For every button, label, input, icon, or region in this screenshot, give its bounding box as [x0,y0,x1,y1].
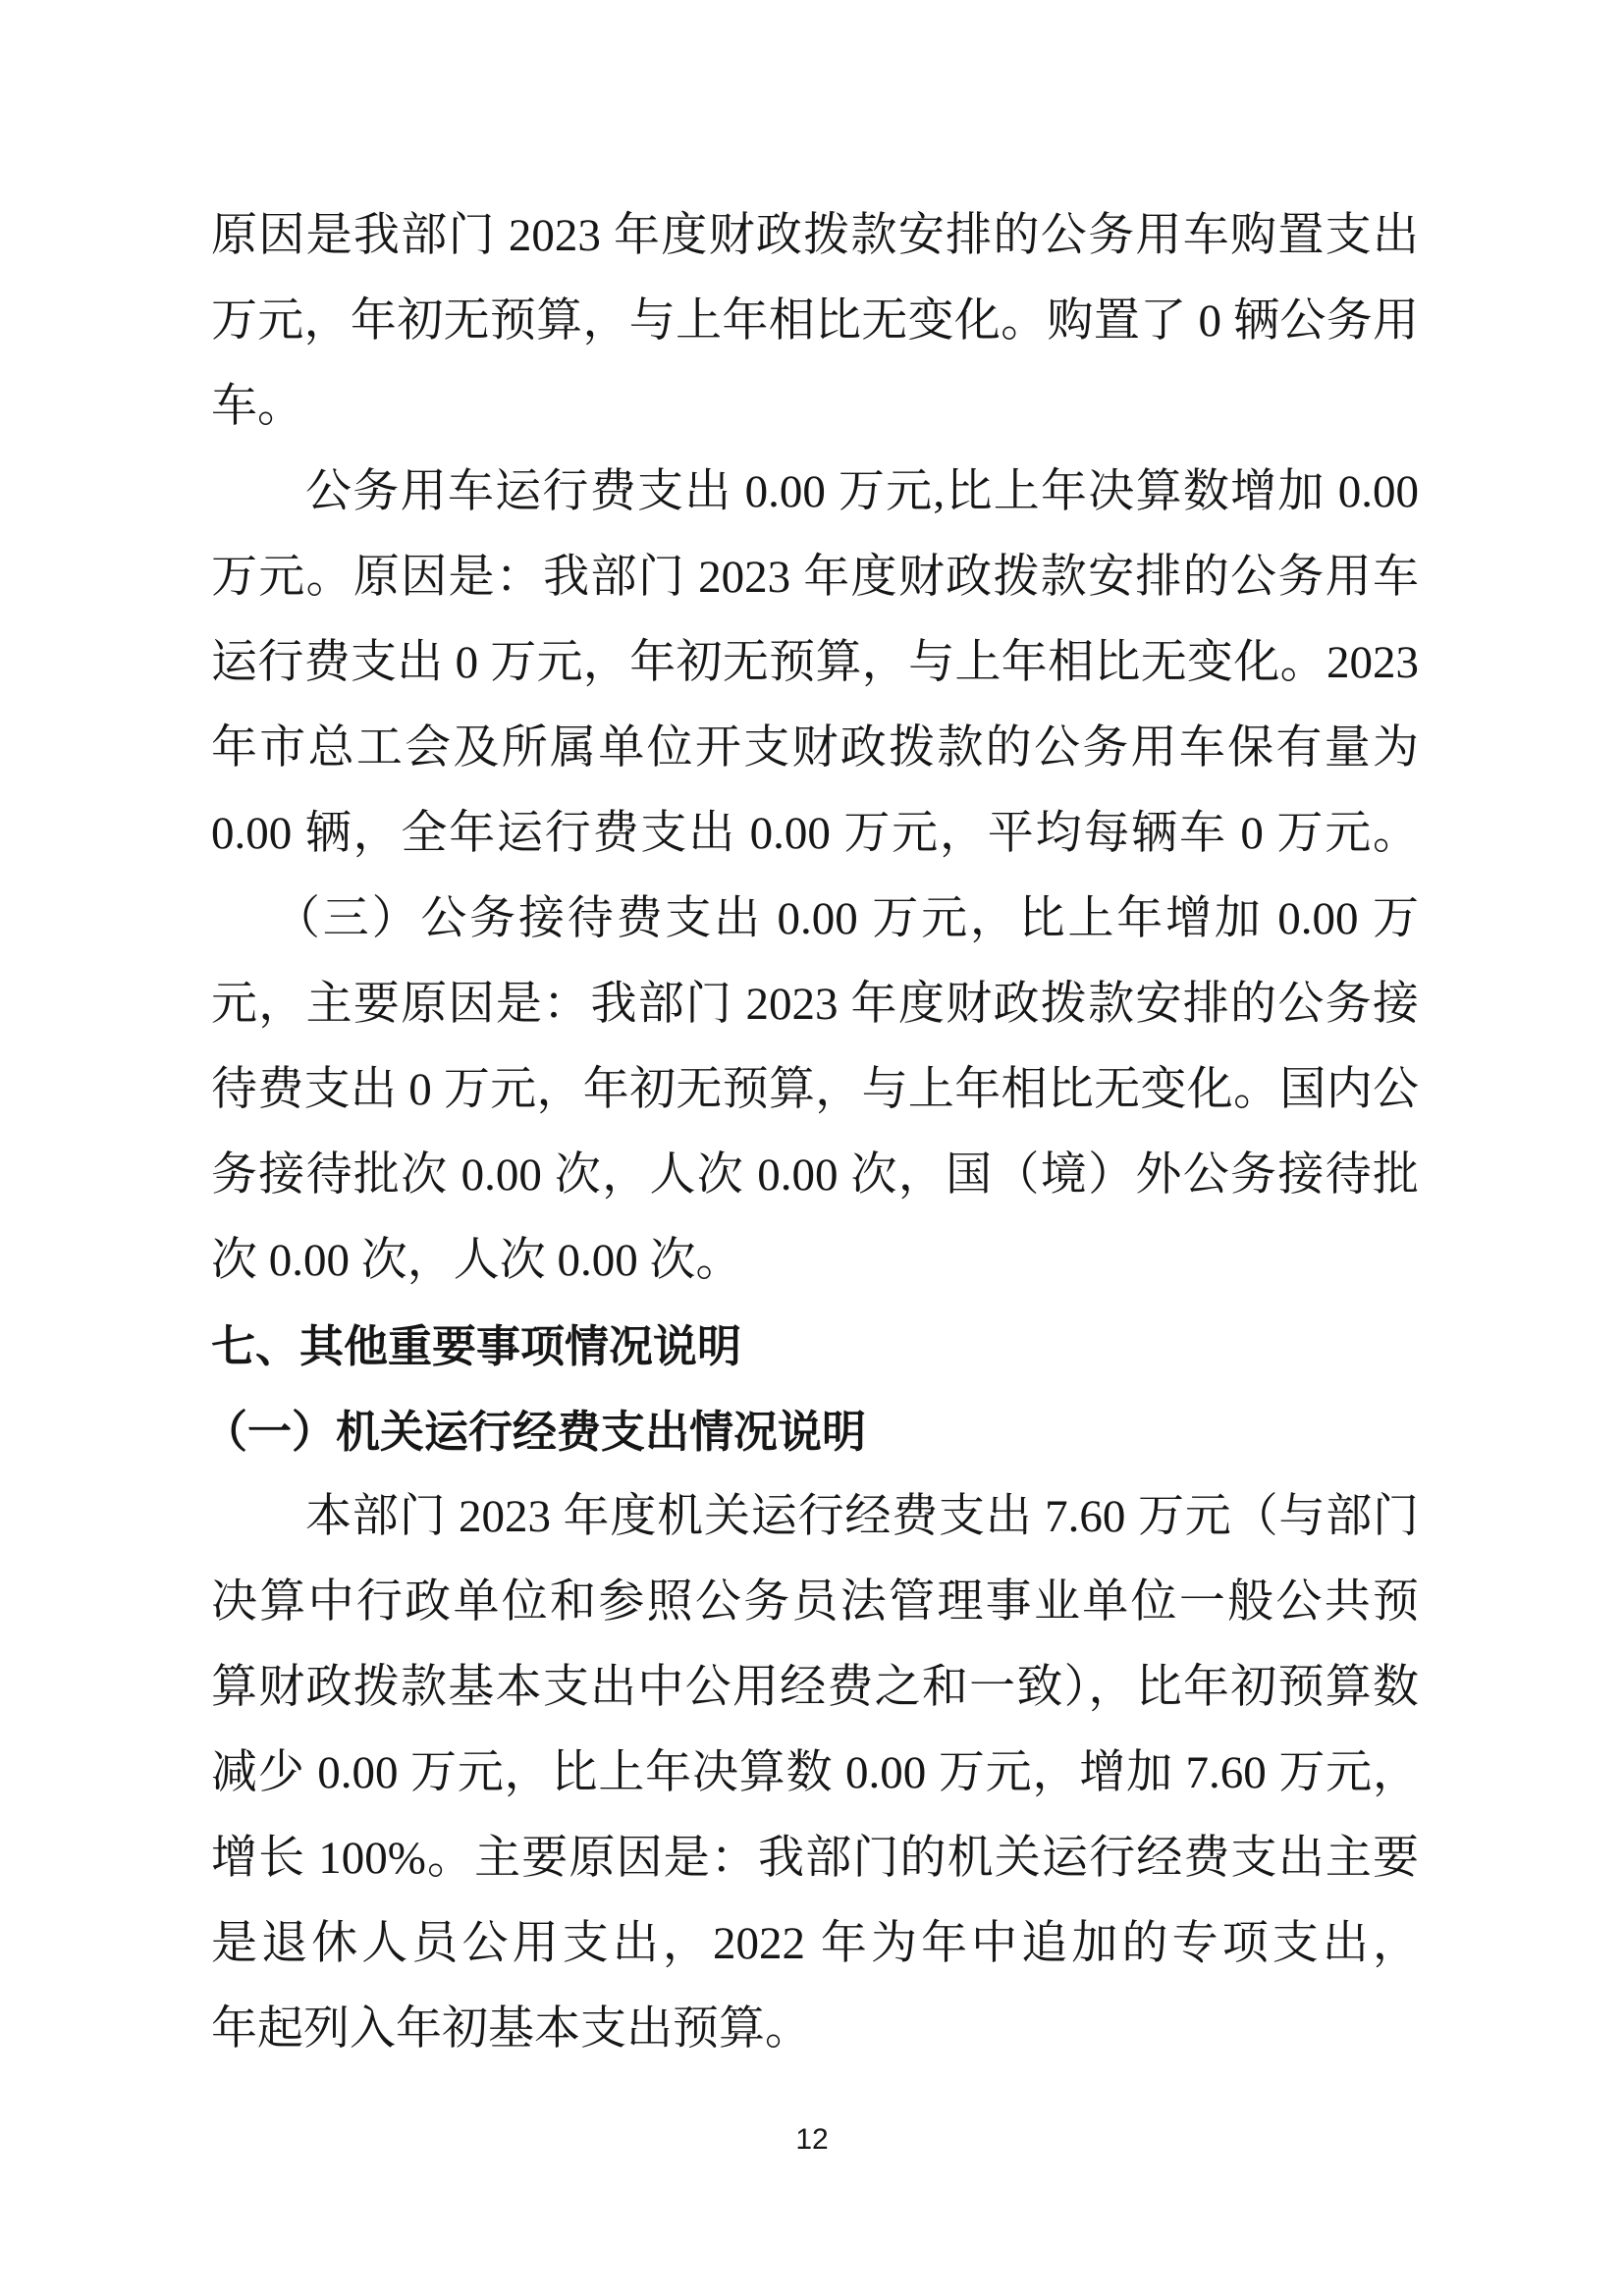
body-line: 决算中行政单位和参照公务员法管理事业单位一般公共预 [211,1576,1419,1628]
body-line: 车。 [211,381,303,432]
body-line: 万元。原因是：我部门 2023 年度财政拨款安排的公务用车 [211,552,1419,603]
body-line: 增长 100%。主要原因是：我部门的机关运行经费支出主要 [211,1833,1419,1884]
subsection-heading: （一）机关运行经费支出情况说明 [203,1407,867,1457]
body-line: 元，主要原因是：我部门 2023 年度财政拨款安排的公务接 [211,979,1419,1030]
body-line: 万元，年初无预算，与上年相比无变化。购置了 0 辆公务用 [211,295,1419,347]
body-line: 0.00 辆，全年运行费支出 0.00 万元，平均每辆车 0 万元。 [211,808,1419,859]
text-block [203,193,1419,2072]
body-line: 本部门 2023 年度机关运行经费支出 7.60 万元（与部门 [305,1491,1419,1542]
body-line: 年起列入年初基本支出预算。 [211,2003,811,2055]
body-line: 运行费支出 0 万元，年初无预算，与上年相比无变化。2023 [211,637,1419,688]
body-line: 减少 0.00 万元，比上年决算数 0.00 万元，增加 7.60 万元， [211,1747,1419,1798]
body-line: 公务用车运行费支出 0.00 万元,比上年决算数增加 0.00 [305,466,1419,517]
page-number: 12 [795,2123,829,2156]
body-line: 原因是我部门 2023 年度财政拨款安排的公务用车购置支出 [211,210,1419,261]
body-line: 次 0.00 次，人次 0.00 次。 [211,1235,742,1286]
body-line: 务接待批次 0.00 次，人次 0.00 次，国（境）外公务接待批 [211,1149,1419,1201]
body-line: 算财政拨款基本支出中公用经费之和一致），比年初预算数 [211,1662,1419,1713]
body-line: 年市总工会及所属单位开支财政拨款的公务用车保有量为 [211,722,1419,774]
section-heading: 七、其他重要事项情况说明 [211,1321,742,1371]
body-line: 待费支出 0 万元，年初无预算，与上年相比无变化。国内公 [211,1064,1419,1115]
body-line: （三）公务接待费支出 0.00 万元，比上年增加 0.00 万 [274,893,1419,944]
body-line: 是退休人员公用支出，2022 年为年中追加的专项支出， [211,1918,1419,1969]
